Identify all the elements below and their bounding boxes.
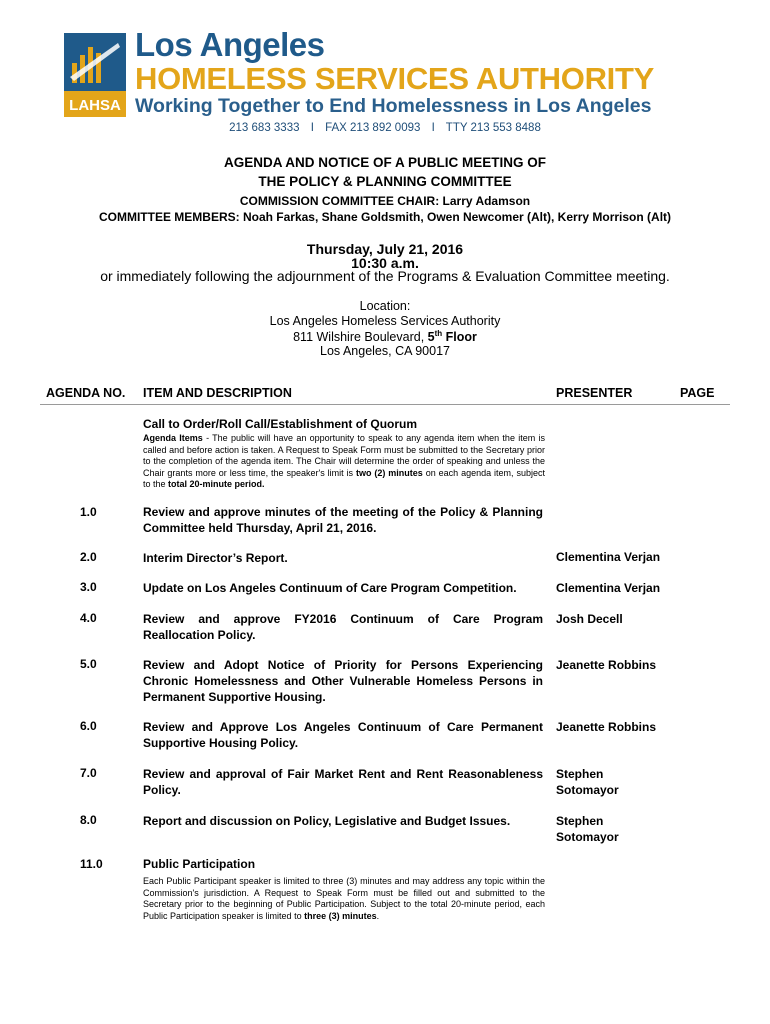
agenda-number: 8.0 [80, 813, 97, 827]
committee-members: COMMITTEE MEMBERS: Noah Farkas, Shane Goldsmith, Owen Newcomer (Alt), Kerry Morrison (Alt) [98, 210, 672, 224]
agenda-item: Interim Director’s Report. [143, 551, 288, 565]
brand-line-2: HOMELESS SERVICES AUTHORITY [135, 61, 654, 96]
header-presenter: PRESENTER [556, 386, 633, 400]
header-agenda-no: AGENDA NO. [46, 386, 126, 400]
presenter: Jeanette Robbins [556, 658, 657, 672]
agenda-number: 2.0 [80, 550, 97, 564]
committee-chair: COMMISSION COMMITTEE CHAIR: Larry Adamson [239, 194, 531, 208]
agenda-number: 1.0 [80, 505, 97, 519]
agenda-title-2: THE POLICY & PLANNING COMMITTEE [258, 174, 512, 189]
public-participation-note: Each Public Participant speaker is limited to three (3) minutes and may address any topic within the Commission's jurisdiction. A Request to Speak Form must be filled out and submitted to the Secretary prior to the beginning of Public Participation. Subject to the total 20-minute period, each Public Participation speaker is limited to three (3) minutes. [143, 876, 545, 921]
meeting-following: or immediately following the adjournment of the Programs & Evaluation Committee meeting. [100, 268, 670, 284]
agenda-number: 7.0 [80, 766, 97, 780]
agenda-number: 5.0 [80, 657, 97, 671]
agenda-item: Review and approval of Fair Market Rent and Rent Reasonableness Policy. [143, 767, 543, 797]
header-page: PAGE [680, 386, 715, 400]
presenter: Stephen Sotomayor [556, 767, 619, 797]
agenda-items-note: Agenda Items - The public will have an opportunity to speak to any agenda item when the item is called and before action is taken. A Request to Speak Form must be submitted to the Secretary prior to the completion of the agenda item. The Chair will determine the order of speaking and unless the Chair grants more or less time, the speaker's limit is two (2) minutes on each agenda item, subject to the total 20-minute period. [143, 433, 545, 489]
logo-text: LAHSA [69, 97, 121, 114]
agenda-number: 6.0 [80, 719, 97, 733]
agenda-item: Review and Adopt Notice of Priority for Persons Experiencing Chronic Homelessness and Other Vulnerable Homeless Persons in Permanent Supportive Housing. [143, 658, 543, 704]
agenda-item: Review and approve FY2016 Continuum of Care Program Reallocation Policy. [143, 612, 543, 642]
brand-line-1: Los Angeles [135, 26, 325, 63]
location-label: Location: [359, 299, 411, 313]
agenda-title-1: AGENDA AND NOTICE OF A PUBLIC MEETING OF [224, 155, 546, 170]
agenda-item: Review and Approve Los Angeles Continuum of Care Permanent Supportive Housing Policy. [143, 720, 543, 750]
separator: I [431, 122, 435, 134]
meeting-date: Thursday, July 21, 2016 [306, 241, 464, 257]
presenter: Stephen Sotomayor [556, 814, 619, 844]
fax: FAX 213 892 0093 [325, 122, 421, 134]
contact-line [0, 122, 770, 134]
agenda-item: Public Participation [143, 857, 256, 871]
presenter: Josh Decell [556, 612, 623, 626]
agenda-number: 4.0 [80, 611, 97, 625]
agenda-item: Update on Los Angeles Continuum of Care Program Competition. [143, 581, 517, 595]
header-item: ITEM AND DESCRIPTION [143, 386, 292, 400]
presenter: Clementina Verjan [556, 550, 661, 564]
brand-tagline: Working Together to End Homelessness in Los Angeles [135, 95, 652, 117]
agenda-item: Review and approve minutes of the meeting of the Policy & Planning Committee held Thursday, April 21, 2016. [143, 505, 543, 535]
separator: I [310, 122, 314, 134]
lahsa-logo [64, 33, 126, 117]
presenter: Jeanette Robbins [556, 720, 657, 734]
agenda-number: 11.0 [80, 857, 103, 871]
location-city: Los Angeles, CA 90017 [320, 344, 450, 358]
presenter: Clementina Verjan [556, 581, 661, 595]
header-divider [40, 404, 730, 405]
tty: TTY 213 553 8488 [445, 122, 541, 134]
call-to-order-title: Call to Order/Roll Call/Establishment of Quorum [143, 417, 418, 431]
agenda-number: 3.0 [80, 580, 97, 594]
phone: 213 683 3333 [229, 122, 300, 134]
meeting-time: 10:30 a.m. [351, 255, 419, 271]
location-street: 811 Wilshire Boulevard, 5th Floor [293, 329, 477, 345]
location-org: Los Angeles Homeless Services Authority [269, 314, 501, 328]
agenda-item: Report and discussion on Policy, Legislative and Budget Issues. [143, 814, 511, 828]
